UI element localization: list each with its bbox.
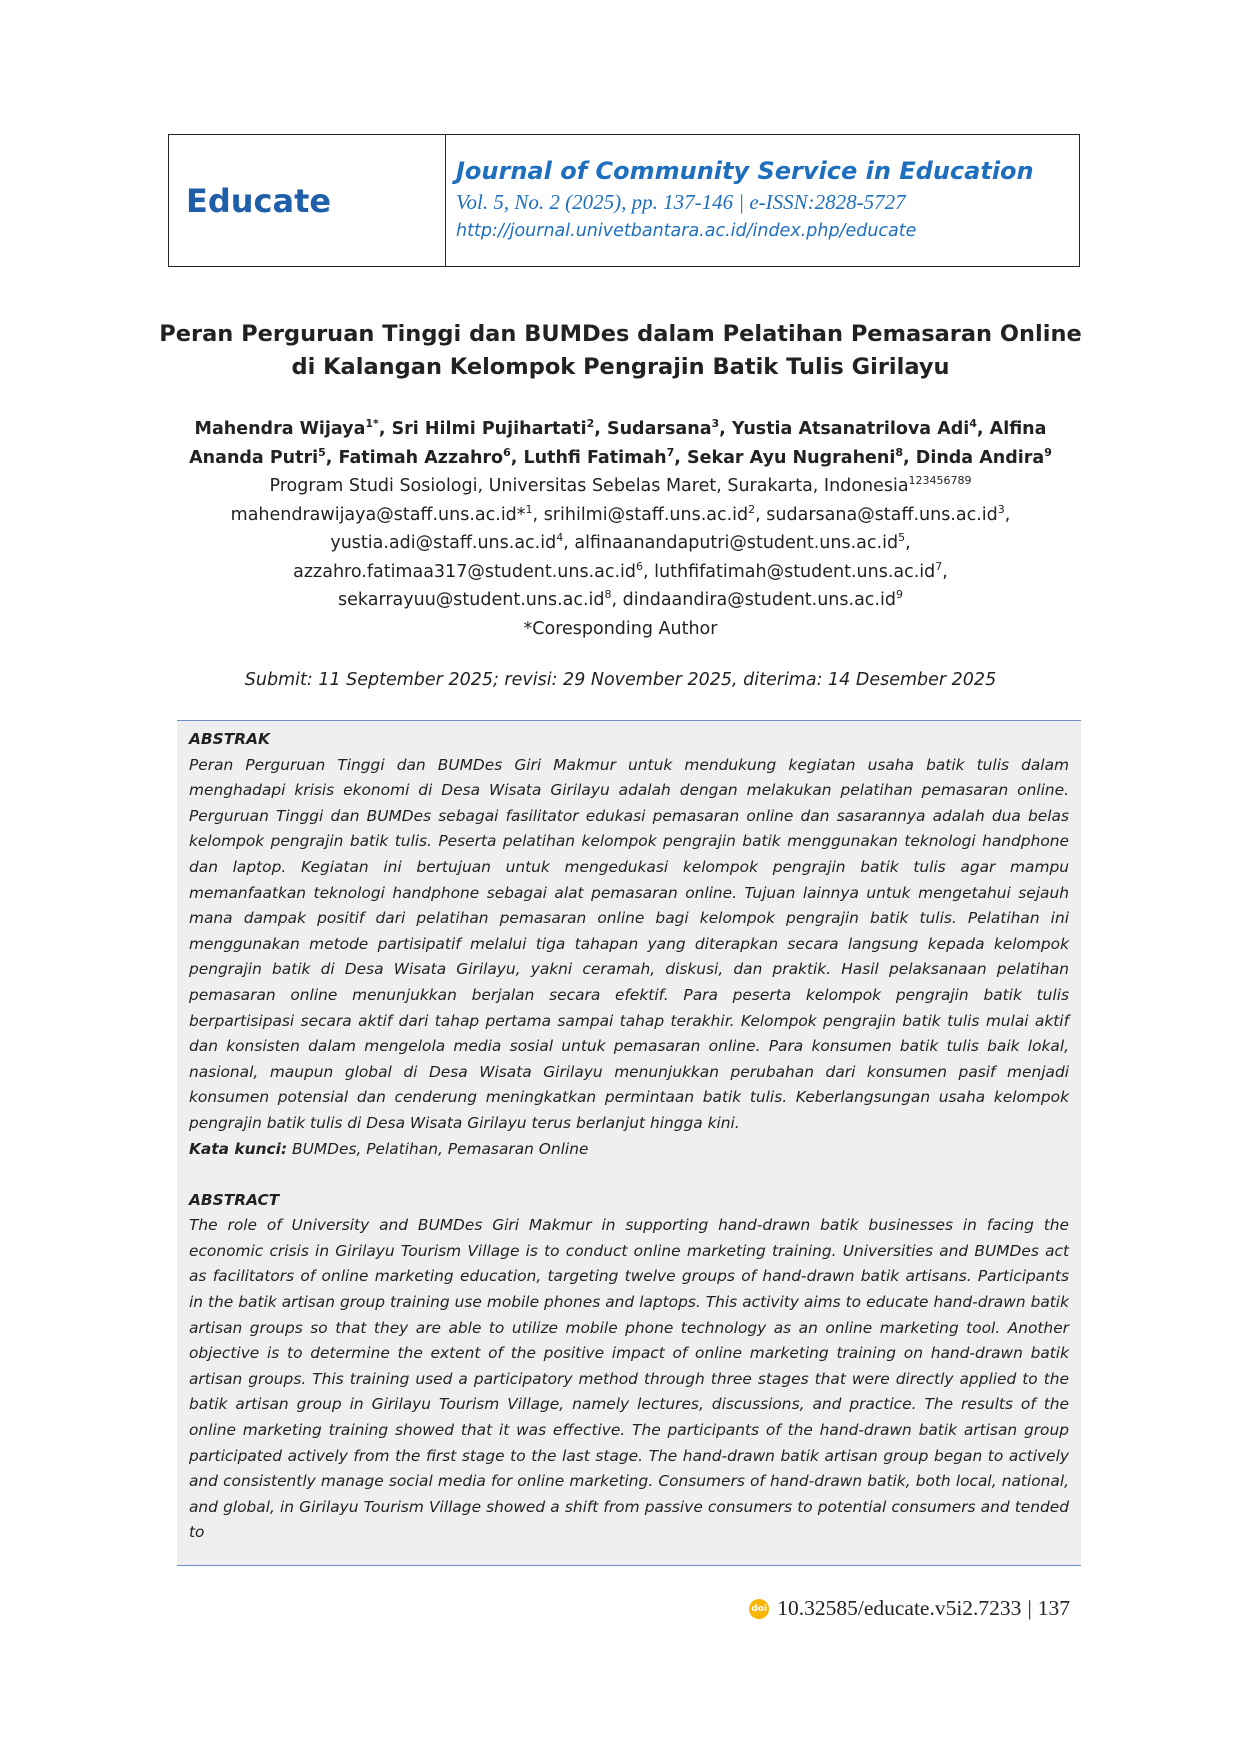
email[interactable]: srihilmi@staff.uns.ac.id [543,504,749,525]
affiliation-sup: 123456789 [908,474,972,488]
journal-short-name: Educate [186,181,332,220]
email-sup: 8 [604,588,612,602]
email-sup: 1 [525,502,533,516]
author-sup: 1* [365,417,379,431]
author-line-1: Mahendra Wijaya$^{1*}$, Sri Hilmi Pujihartati$^2$, Sudarsana$^3$, Yustia Atsanatrilova Adi$^4$, Alfina [194,417,1047,439]
author-name: Dinda Andira [915,447,1045,468]
paper-title-line-2: di Kalangan Kelompok Pengrajin Batik Tulis Girilayu [291,354,950,380]
author-name: Sudarsana [606,419,712,439]
author-name: Mahendra Wijaya [194,419,366,439]
journal-url[interactable]: http://journal.univetbantara.ac.id/index.php/educate [456,221,917,241]
journal-name: Journal of Community Service in Education [456,157,1034,185]
affiliation-text: Program Studi Sosiologi, Universitas Sebelas Maret, Surakarta, Indonesia [269,476,909,496]
keywords-text: BUMDes, Pelatihan, Pemasaran Online [292,1139,589,1158]
email-sup: 9 [895,588,903,602]
journal-header-left [169,135,446,266]
email[interactable]: alfinaanandaputri@student.uns.ac.id [574,533,899,553]
affiliation [150,472,1091,501]
email-sup: 3 [997,502,1005,516]
journal-volume: Vol. 5, No. 2 (2025), pp. 137-146 | e-ISSN:2828-5727 [456,190,906,214]
author-sup: 3 [711,417,720,431]
author-name: Yustia Atsanatrilova Adi [731,419,970,439]
email-line-2: $yustia.adi@staff.uns.ac.id^4$, $alfinaanandaputri@student.uns.ac.id^5$, [330,531,911,553]
author-sup: 6 [503,445,511,459]
abstract-box [177,720,1081,1566]
author-name: Fatimah Azzahro [338,447,504,468]
author-sup: 8 [895,445,904,459]
journal-header-box [168,134,1080,267]
journal-header-right [446,135,1034,266]
email-line-4: $sekarrayuu@student.uns.ac.id^8$, $dindaandira@student.uns.ac.id^9$ [338,588,903,610]
doi-icon: doi [749,1599,769,1619]
email[interactable]: dindaandira@student.uns.ac.id [622,590,896,610]
email[interactable]: azzahro.fatimaa317@student.uns.ac.id [293,561,637,582]
email-line-1: mahendrawijaya@staff.uns.ac.id*$^1$, $srihilmi@staff.uns.ac.id^2$, $sudarsana@staff.uns.ac.id^3$, [230,502,1011,525]
author-sup: 9 [1044,445,1052,459]
page-number: 137 [1037,1596,1070,1620]
author-block [150,415,1091,643]
author-name: Sekar Ayu Nugraheni [687,447,896,468]
email[interactable]: sekarrayuu@student.uns.ac.id [338,590,605,610]
email[interactable]: yustia.adi@staff.uns.ac.id [330,533,557,553]
author-sup: 2 [586,417,595,431]
abstrak-heading: ABSTRAK [189,730,270,748]
author-sup: 7 [666,445,675,459]
email-sup: 7 [935,559,943,573]
author-name: Luthfi Fatimah [523,447,667,468]
email-sup: 4 [556,531,564,545]
email[interactable]: sudarsana@staff.uns.ac.id [766,504,998,525]
paper-title [150,318,1091,384]
email-sup: 6 [636,559,644,573]
email[interactable]: mahendrawijaya@staff.uns.ac.id* [230,504,526,525]
author-sup: 4 [969,417,977,431]
abstrak-text: Peran Perguruan Tinggi dan BUMDes Giri Makmur untuk mendukung kegiatan usaha batik tulis dalam menghadapi krisis ekonomi di Desa Wisata Girilayu adalah dengan melakukan pelatihan pemasaran online. Perguruan Tinggi dan BUMDes sebagai fasilitator edukasi pemasaran online dan sasarannya adalah dua belas kelompok pengrajin batik tulis. Peserta pelatihan kelompok pengrajin batik menggunakan teknologi handphone dan laptop. Kegiatan ini bertujuan untuk mengedukasi kelompok pengrajin batik tulis agar mampu memanfaatkan teknologi handphone sebagai alat pemasaran online. Tujuan lainnya untuk mengetahui sejauh mana dampak positif dari pelatihan pemasaran online bagi kelompok pengrajin batik tulis. Pelatihan ini menggunakan metode partisipatif melalui tiga tahapan yang diterapkan secara langsung kepada kelompok pengrajin batik di Desa Wisata Girilayu, yakni ceramah, diskusi, dan praktik. Hasil pelaksanaan pelatihan pemasaran online menunjukkan berjalan secara efektif. Para peserta kelompok pengrajin batik tulis berpartisipasi secara aktif dari tahap pertama sampai tahap terakhir. Kelompok pengrajin batik tulis mulai aktif dan konsisten dalam mengelola media sosial untuk pemasaran online. Para konsumen batik tulis baik lokal, nasional, maupun global di Desa Wisata Girilayu menunjukkan perubahan dari konsumen pasif menjadi konsumen potensial dan cenderung meningkatkan permintaan batik tulis. Keberlangsungan usaha kelompok pengrajin batik tulis di Desa Wisata Girilayu terus berlanjut hingga kini. [189,755,1069,1132]
corresponding-note: *Coresponding Author [523,618,718,639]
page-footer [690,1596,1070,1621]
footer-separator: | [1027,1596,1032,1620]
author-line-2: Ananda Putri$^5$, Fatimah Azzahro$^6$, Luthfi Fatimah$^7$, Sekar Ayu Nugraheni$^8$, Dinda Andira$^9$ [189,445,1052,468]
keywords [189,1137,1069,1163]
abstract-text: The role of University and BUMDes Giri Makmur in supporting hand-drawn batik businesses in facing the economic crisis in Girilayu Tourism Village is to conduct online marketing training. Universities and BUMDes act as facilitators of online marketing education, targeting twelve groups of hand-drawn batik artisans. Participants in the batik artisan group training use mobile phones and laptops. This activity aims to educate hand-drawn batik artisan groups so that they are able to utilize mobile phone technology as an online marketing tool. Another objective is to determine the extent of the positive impact of online marketing training on hand-drawn batik artisan groups. This training used a participatory method through three stages that were directly applied to the batik artisan group in Girilayu Tourism Village, namely lectures, discussions, and practice. The results of the online marketing training showed that it was effective. The participants of the hand-drawn batik artisan group participated actively from the first stage to the last stage. The hand-drawn batik artisan group began to actively and consistently manage social media for online marketing. Consumers of hand-drawn batik, both local, national, and global, in Girilayu Tourism Village showed a shift from passive consumers to potential consumers and tended to [189,1216,1069,1542]
abstract-heading: ABSTRACT [189,1190,280,1209]
author-name: Sri Hilmi Pujihartati [391,419,587,439]
email-line-3: $azzahro.fatimaa317@student.uns.ac.id^6$, $luthfifatimah@student.uns.ac.id^7$, [293,559,948,582]
email-sup: 5 [898,531,906,545]
author-sup: 5 [318,445,326,459]
keywords-label: Kata kunci: [189,1139,288,1158]
email-sup: 2 [748,502,756,516]
paper-title-line-1: Peran Perguruan Tinggi dan BUMDes dalam Pelatihan Pemasaran Online [159,321,1082,347]
submission-dates: Submit: 11 September 2025; revisi: 29 November 2025, diterima: 14 Desember 2025 [244,670,997,690]
email[interactable]: luthfifatimah@student.uns.ac.id [654,561,936,582]
doi-link[interactable]: 10.32585/educate.v5i2.7233 [777,1596,1022,1620]
